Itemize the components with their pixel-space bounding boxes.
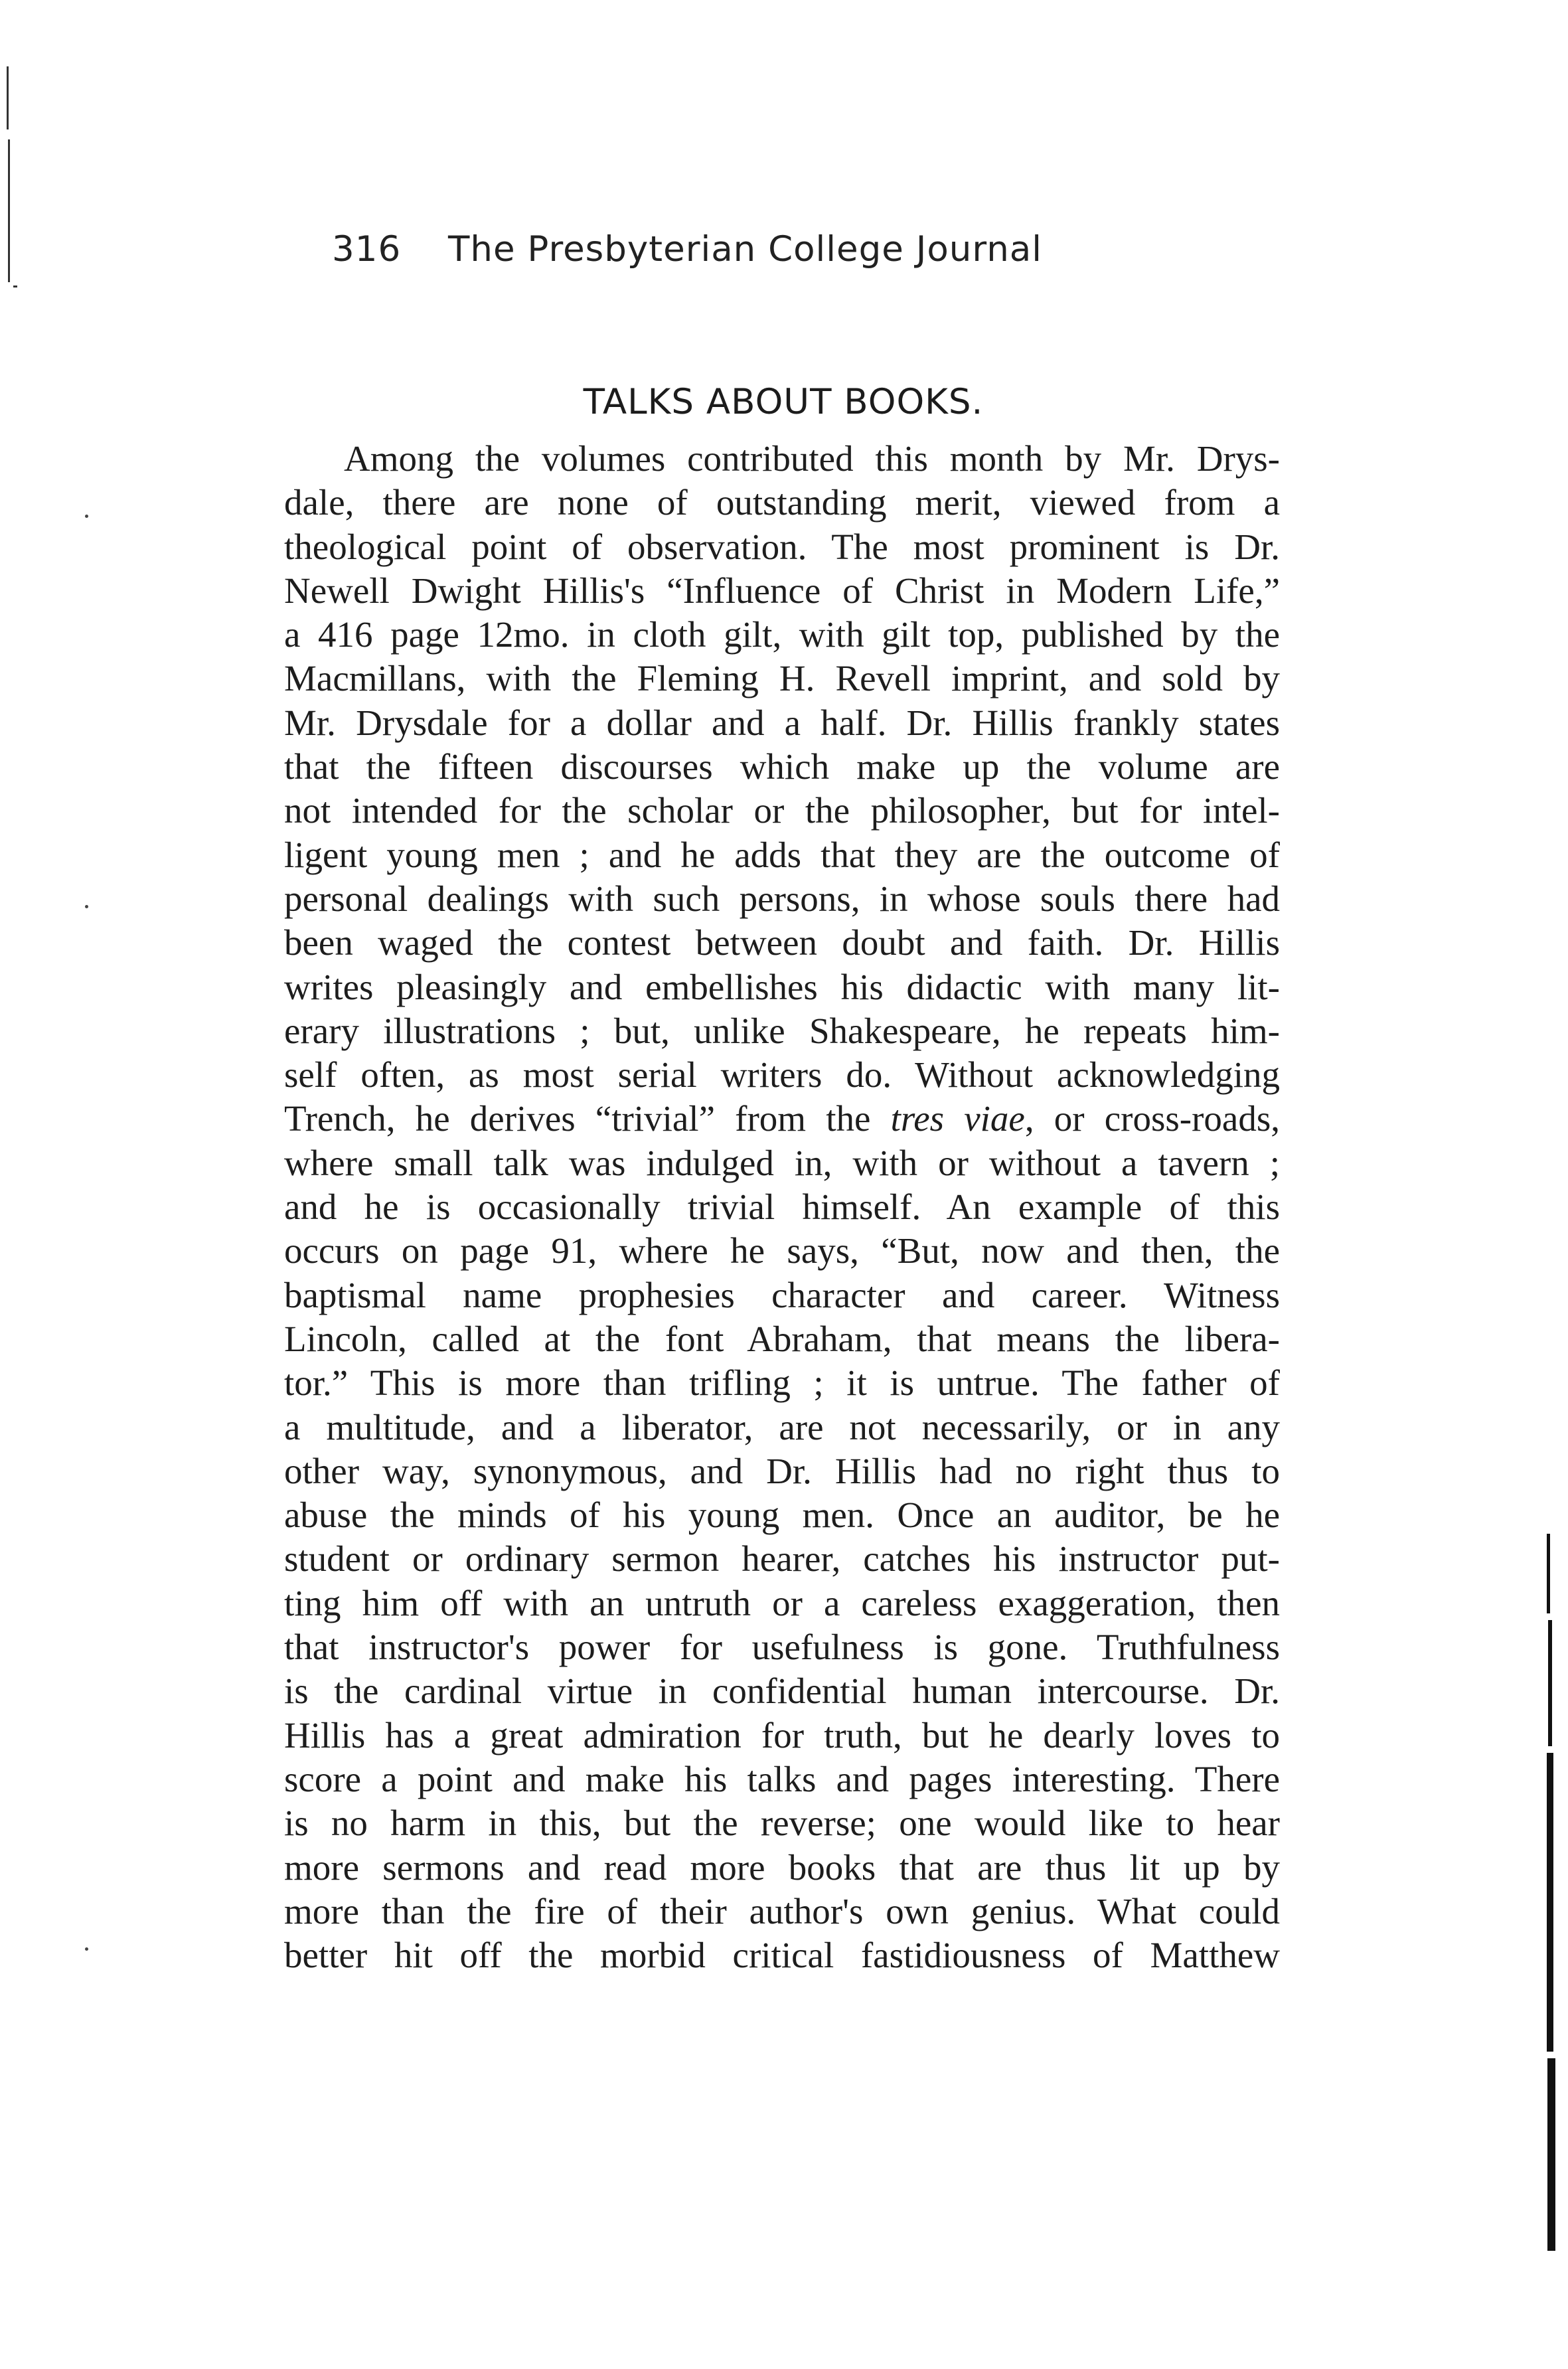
text-line: other way, synonymous, and Dr. Hillis had no right thus to (284, 1450, 1280, 1491)
journal-title: The Presbyterian College Journal (448, 229, 1043, 270)
text-line: occurs on page 91, where he says, “But, now and then, the (284, 1230, 1280, 1271)
scan-edge-mark (8, 139, 10, 282)
article-body (284, 437, 1280, 1977)
text-line: where small talk was indulged in, with or without a tavern ; (284, 1142, 1280, 1183)
text-line: better hit off the morbid critical fastidiousness of Matthew (284, 1935, 1280, 1976)
text-line: tor.” This is more than trifling ; it is untrue. The father of (284, 1362, 1280, 1404)
text-line: dale, there are none of outstanding merit, viewed from a (284, 482, 1280, 523)
text-line: that the fifteen discourses which make up the volume are (284, 746, 1280, 787)
text-line: been waged the contest between doubt and faith. Dr. Hillis (284, 922, 1280, 963)
scan-edge-mark (7, 66, 9, 129)
margin-dot (85, 905, 88, 908)
text-line: self often, as most serial writers do. Without acknowledging (284, 1054, 1280, 1096)
margin-dot (85, 515, 88, 518)
scan-edge-bar (1547, 2058, 1555, 2251)
text-line: a 416 page 12mo. in cloth gilt, with gilt top, published by the (284, 614, 1280, 655)
scan-edge-mark (13, 286, 17, 287)
text-line: ting him off with an untruth or a careless exaggeration, then (284, 1582, 1280, 1623)
text-line: baptismal name prophesies character and career. Witness (284, 1274, 1280, 1315)
text-line: personal dealings with such persons, in whose souls there had (284, 878, 1280, 919)
running-head (332, 229, 1248, 282)
text-line: that instructor's power for usefulness is gone. Truthfulness (284, 1627, 1280, 1668)
page-number: 316 (332, 229, 402, 270)
text-line: erary illustrations ; but, unlike Shakespeare, he repeats him- (284, 1010, 1280, 1051)
text-line: Macmillans, with the Fleming H. Revell imprint, and sold by (284, 658, 1280, 699)
text-line: theological point of observation. The most prominent is Dr. (284, 526, 1280, 567)
text-line: is the cardinal virtue in confidential human intercourse. Dr. (284, 1671, 1280, 1712)
scan-edge-bar (1547, 1534, 1550, 1613)
text-line: score a point and make his talks and pages interesting. There (284, 1758, 1280, 1799)
text-line: student or ordinary sermon hearer, catches his instructor put- (284, 1538, 1280, 1580)
section-title: TALKS ABOUT BOOKS. (583, 382, 984, 422)
text-line: is no harm in this, but the reverse; one would like to hear (284, 1803, 1280, 1844)
scan-edge-bar (1547, 1753, 1553, 2052)
latin-phrase: tres viae (890, 1098, 1025, 1139)
text-line: Mr. Drysdale for a dollar and a half. Dr. Hillis frankly states (284, 702, 1280, 743)
text-line: Trench, he derives “trivial” from the tres viae, or cross-roads, (284, 1098, 1280, 1139)
text-line: abuse the minds of his young men. Once an auditor, be he (284, 1495, 1280, 1536)
text-line: writes pleasingly and embellishes his didactic with many lit- (284, 966, 1280, 1007)
text-line: Among the volumes contributed this month by Mr. Drys- (344, 438, 1280, 479)
text-line: more sermons and read more books that are thus lit up by (284, 1846, 1280, 1888)
text-line: Newell Dwight Hillis's “Influence of Christ in Modern Life,” (284, 570, 1280, 611)
text-line: a multitude, and a liberator, are not necessarily, or in any (284, 1406, 1280, 1447)
margin-dot (85, 1947, 88, 1951)
text-line: ligent young men ; and he adds that they are the outcome of (284, 834, 1280, 875)
text-line: not intended for the scholar or the philosopher, but for intel- (284, 790, 1280, 831)
text-line: Hillis has a great admiration for truth, but he dearly loves to (284, 1714, 1280, 1756)
scan-edge-bar (1548, 1620, 1552, 1746)
text-line: and he is occasionally trivial himself. An example of this (284, 1186, 1280, 1228)
text-line: more than the fire of their author's own genius. What could (284, 1890, 1280, 1931)
text-line: Lincoln, called at the font Abraham, that means the libera- (284, 1318, 1280, 1359)
